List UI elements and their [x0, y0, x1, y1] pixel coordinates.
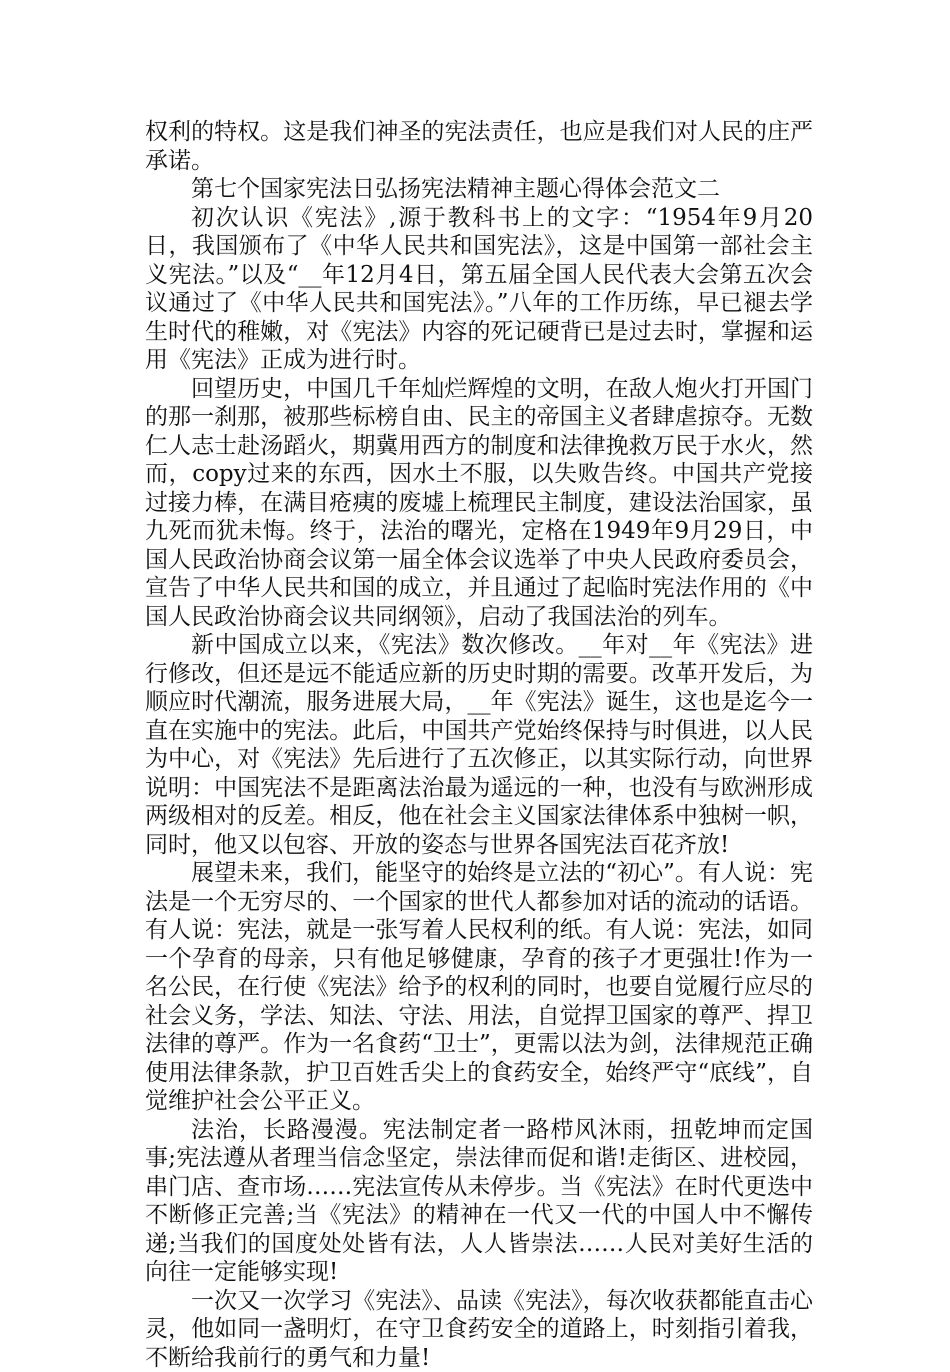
- paragraph: 展望未来，我们，能坚守的始终是立法的“初心”。有人说：宪法是一个无穷尽的、一个国家的世代人都参加对话的流动的话语。有人说：宪法，就是一张写着人民权利的纸。有人说：宪法，如同一个孕育的母亲，只有他足够健康，孕育的孩子才更强壮!作为一名公民，在行使《宪法》给予的权利的同时，也要自觉履行应尽的社会义务，学法、知法、守法、用法，自觉捍卫国家的尊严、捍卫法律的尊严。作为一名食药“卫士”，更需以法为剑，法律规范正确使用法律条款，护卫百姓舌尖上的食药安全，始终严守“底线”，自觉维护社会公平正义。: [145, 859, 813, 1116]
- section-heading: 第七个国家宪法日弘扬宪法精神主题心得体会范文二: [145, 175, 813, 204]
- paragraph: 新中国成立以来，《宪法》数次修改。__年对__年《宪法》进行修改，但还是远不能适应新的历史时期的需要。改革开发后，为顺应时代潮流，服务进展大局，__年《宪法》诞生，这也是迄今一直在实施中的宪法。此后，中国共产党始终保持与时俱进，以人民为中心，对《宪法》先后进行了五次修正，以其实际行动，向世界说明：中国宪法不是距离法治最为遥远的一种，也没有与欧洲形成两级相对的反差。相反，他在社会主义国家法律体系中独树一帜，同时，他又以包容、开放的姿态与世界各国宪法百花齐放!: [145, 631, 813, 859]
- paragraph: 法治，长路漫漫。宪法制定者一路栉风沐雨，扭乾坤而定国事;宪法遵从者理当信念坚定，崇法律而促和谐!走街区、进校园，串门店、查市场……宪法宣传从未停步。当《宪法》在时代更迭中不断修正完善;当《宪法》的精神在一代又一代的中国人中不懈传递;当我们的国度处处皆有法，人人皆崇法……人民对美好生活的向往一定能够实现!: [145, 1116, 813, 1287]
- paragraph: 回望历史，中国几千年灿烂辉煌的文明，在敌人炮火打开国门的那一刹那，被那些标榜自由、民主的帝国主义者肆虐掠夺。无数仁人志士赴汤蹈火，期冀用西方的制度和法律挽救万民于水火，然而，copy过来的东西，因水土不服，以失败告终。中国共产党接过接力棒，在满目疮痍的废墟上梳理民主制度，建设法治国家，虽九死而犹未悔。终于，法治的曙光，定格在1949年9月29日，中国人民政治协商会议第一届全体会议选举了中央人民政府委员会，宣告了中华人民共和国的成立，并且通过了起临时宪法作用的《中国人民政治协商会议共同纲领》，启动了我国法治的列车。: [145, 375, 813, 632]
- paragraph-continuation: 权利的特权。这是我们神圣的宪法责任，也应是我们对人民的庄严承诺。: [145, 118, 813, 175]
- paragraph: 一次又一次学习《宪法》、品读《宪法》，每次收获都能直击心灵，他如同一盏明灯，在守卫食药安全的道路上，时刻指引着我，不断给我前行的勇气和力量!: [145, 1287, 813, 1372]
- document-body: [145, 118, 813, 1372]
- paragraph: 初次认识《宪法》,源于教科书上的文字：“1954年9月20日，我国颁布了《中华人民共和国宪法》，这是中国第一部社会主义宪法。”以及“__年12月4日，第五届全国人民代表大会第五次会议通过了《中华人民共和国宪法》。”八年的工作历练，早已褪去学生时代的稚嫩，对《宪法》内容的死记硬背已是过去时，掌握和运用《宪法》正成为进行时。: [145, 204, 813, 375]
